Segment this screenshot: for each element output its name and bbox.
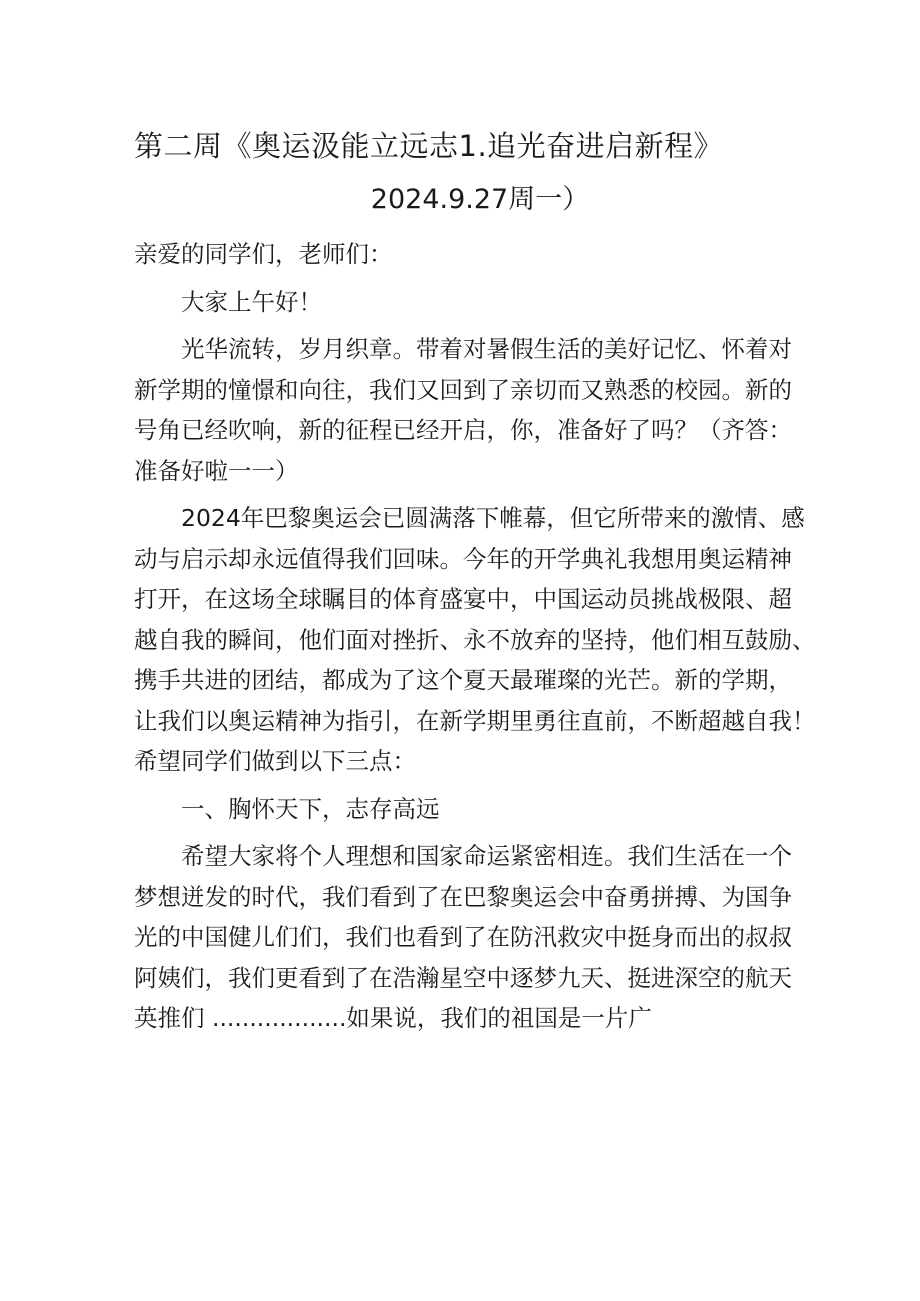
paragraph-intro <box>134 329 794 491</box>
paragraph-ideals <box>134 836 794 1039</box>
text-line: 希望大家将个人理想和国家命运紧密相连。我们生活在一个 <box>181 842 792 870</box>
text-line: 亲爱的同学们，老师们： <box>134 240 393 268</box>
text-line: 新学期的憧憬和向往，我们又回到了亲切而又熟悉的校园。新的 <box>134 375 792 404</box>
text-line: 一、胸怀天下，志存高远 <box>181 794 440 823</box>
text-line: 希望同学们做到以下三点： <box>134 747 416 775</box>
document-title: 第二周《奥运汲能立远志1.追光奋进启新程》 <box>134 129 724 163</box>
text-line: 动与启示却永远值得我们回味。今年的开学典礼我想用奥运精神 <box>134 544 792 573</box>
text-line: 2024年巴黎奥运会已圆满落下帷幕，但它所带来的激情、感 <box>181 504 805 532</box>
text-line: 打开，在这场全球瞩目的体育盛宴中，中国运动员挑战极限、超 <box>134 585 792 613</box>
text-line: 光华流转，岁月织章。带着对暑假生活的美好记忆、怀着对 <box>181 335 792 363</box>
text-line: 越自我的瞬间，他们面对挫折、永不放弃的坚持，他们相互鼓励、 <box>134 625 816 654</box>
text-line: 光的中国健儿们们，我们也看到了在防汛救灾中挺身而出的叔叔 <box>134 923 792 951</box>
text-line: 准备好啦一一） <box>134 456 299 485</box>
text-line: 号角已经吹响，新的征程已经开启，你，准备好了吗？（齐答： <box>134 416 792 444</box>
paragraph-olympics <box>134 498 816 782</box>
paragraph-greeting <box>134 282 794 323</box>
text-line: 大家上午好！ <box>181 287 322 316</box>
document-body <box>134 234 816 1039</box>
text-line: 让我们以奥运精神为指引，在新学期里勇往直前，不断超越自我！ <box>134 706 816 735</box>
text-line: 梦想迸发的时代，我们看到了在巴黎奥运会中奋勇拼搏、为国争 <box>134 882 792 911</box>
document-date: 2024.9.27周一） <box>370 184 590 215</box>
paragraph-salutation <box>134 234 794 275</box>
section-heading-1 <box>134 789 794 830</box>
text-line: 英推们 ..................如果说，我们的祖国是一片广 <box>134 1004 652 1032</box>
text-line: 携手共进的团结，都成为了这个夏天最璀璨的光芒。新的学期， <box>134 666 792 694</box>
text-line: 阿姨们，我们更看到了在浩瀚星空中逐梦九天、挺进深空的航天 <box>134 963 792 992</box>
